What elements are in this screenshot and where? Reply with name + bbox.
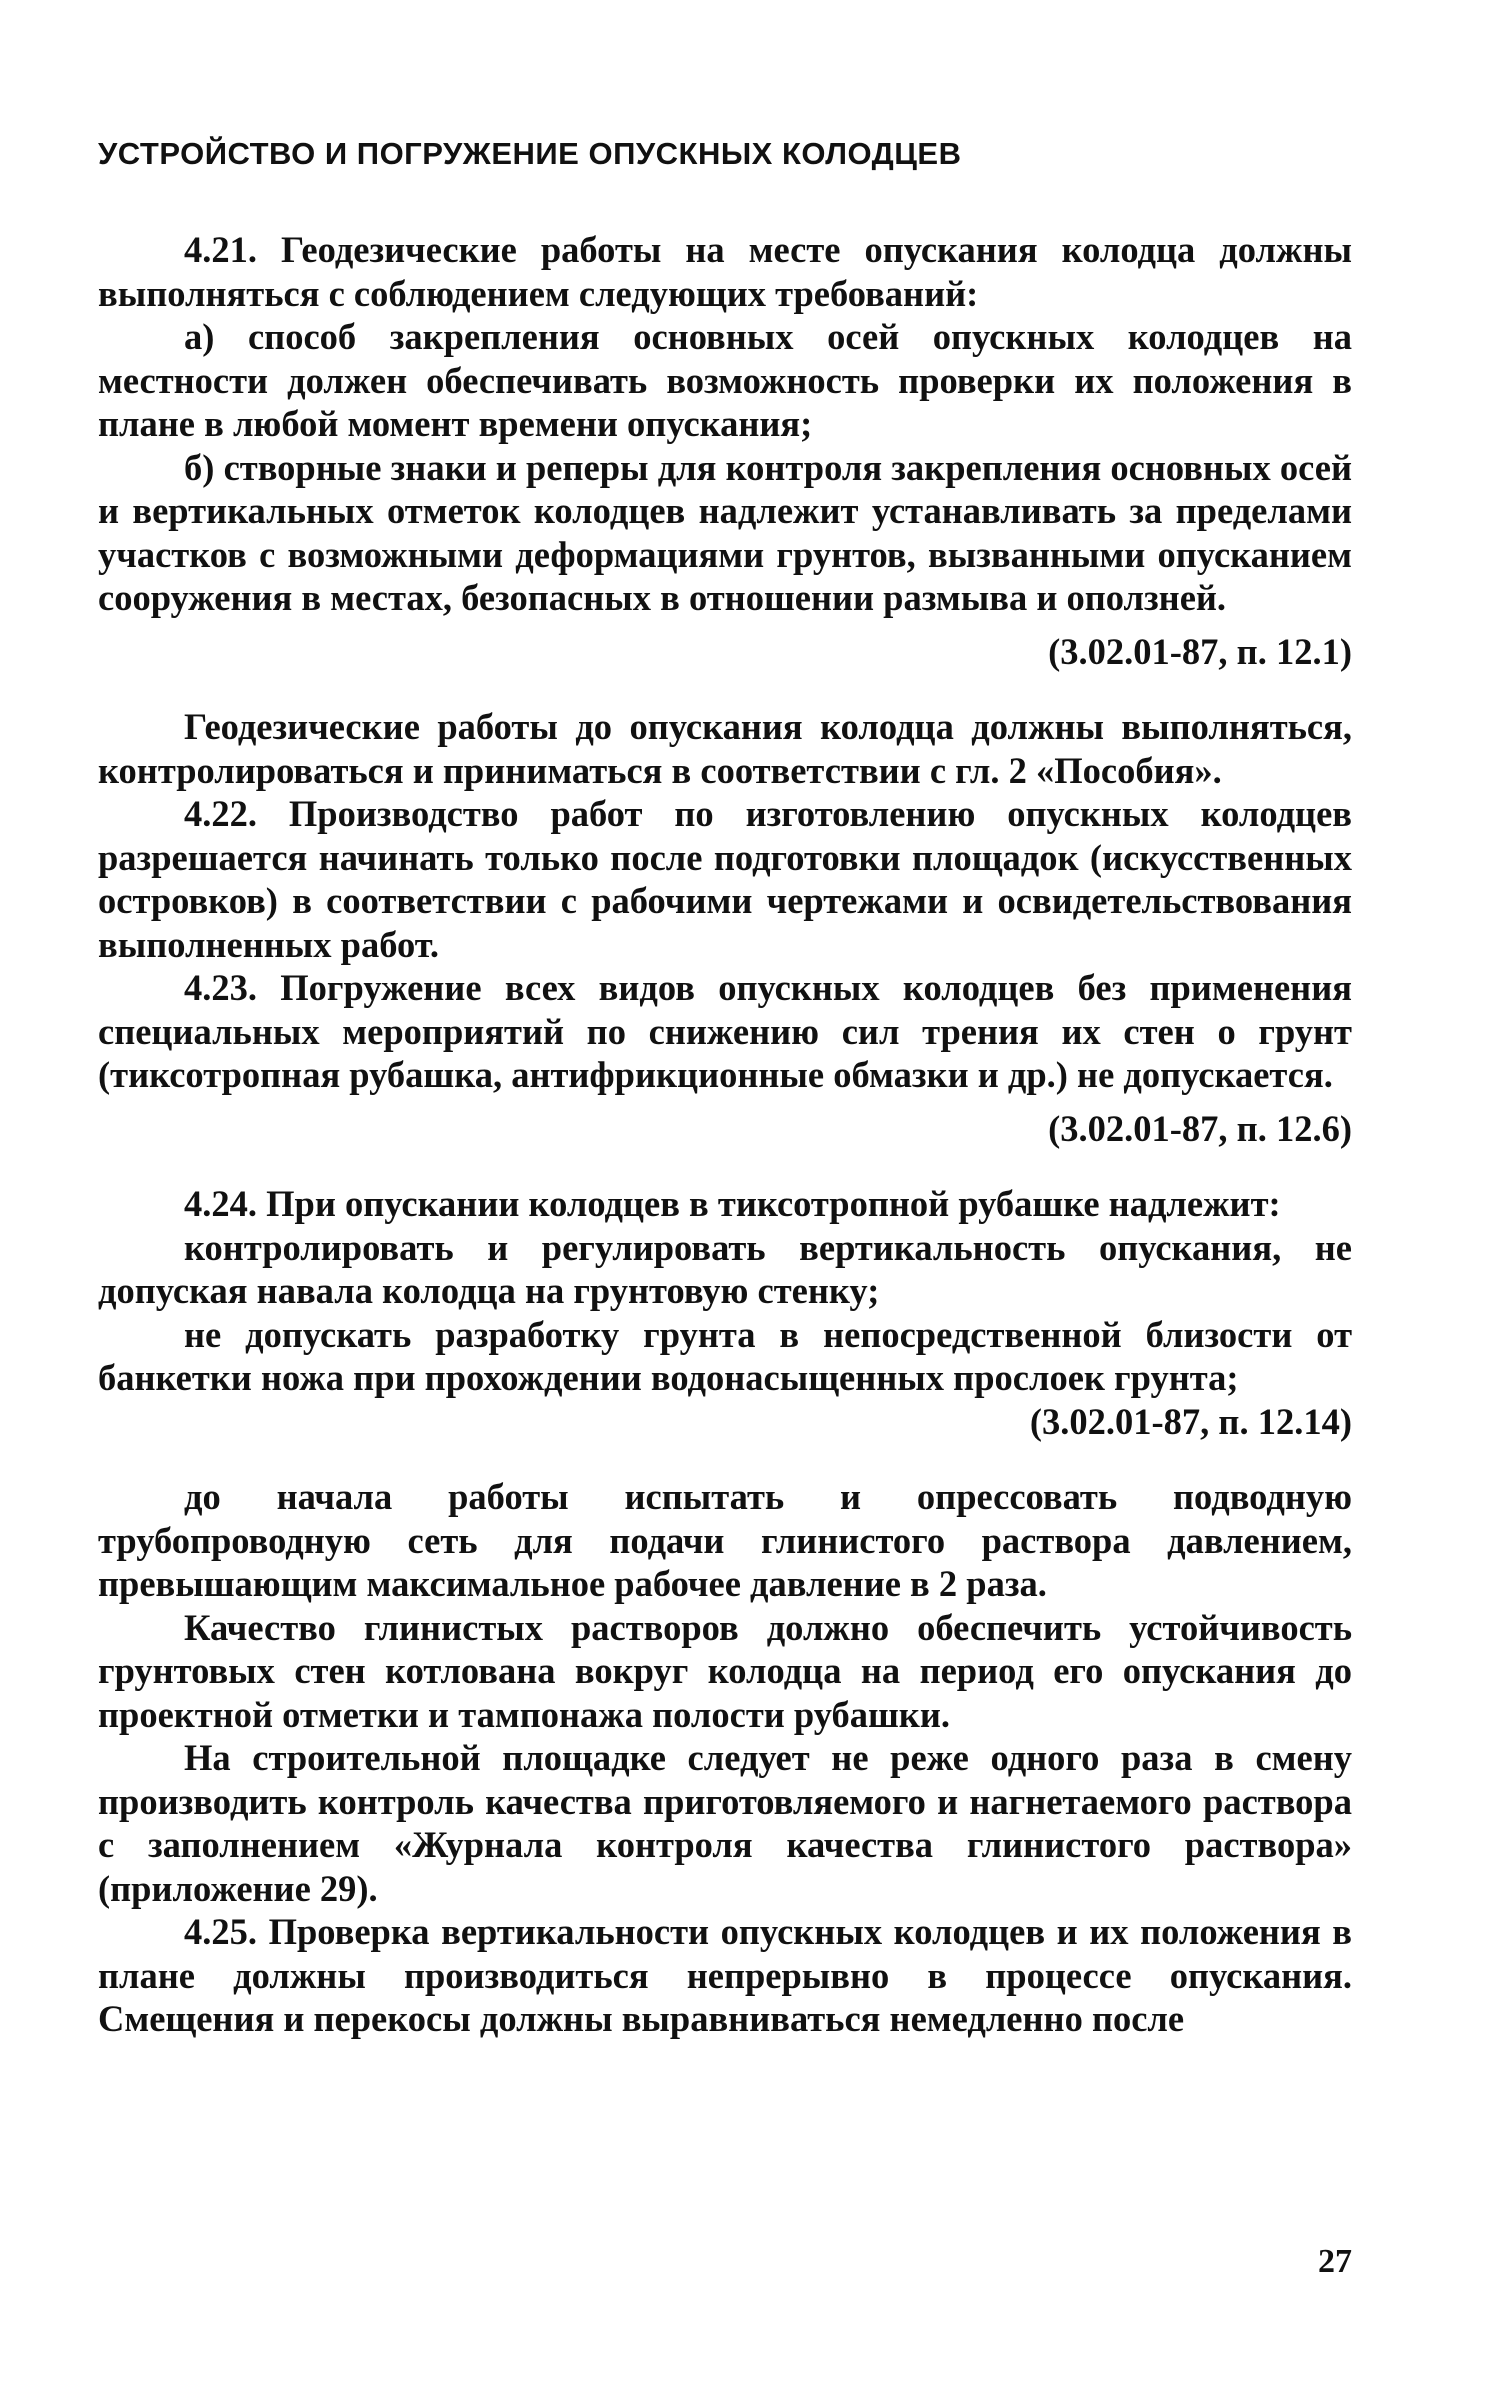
paragraph-4-23: 4.23. Погружение всех видов опускных колодцев без применения специальных мероприятий по снижению сил трения их стен о грунт (тиксотропная рубашка, антифрикционные обмазки и др.) не допускается. xyxy=(98,967,1352,1095)
paragraph-4-25: 4.25. Проверка вертикальности опускных колодцев и их положения в плане должны производиться непрерывно в процессе опускания. Смещения и перекосы должны выравниваться немедленно после xyxy=(98,1911,1352,2039)
section-heading: УСТРОЙСТВО И ПОГРУЖЕНИЕ ОПУСКНЫХ КОЛОДЦЕВ xyxy=(98,136,962,171)
paragraph-site-control: На строительной площадке следует не реже одного раза в смену производить контроль качества приготовляемого и нагнетаемого раствора с заполнением «Журнала контроля качества глинистого раствора» (приложение 29). xyxy=(98,1737,1352,1909)
paragraph-4-22: 4.22. Производство работ по изготовлению опускных колодцев разрешается начинать только после подготовки площадок (искусственных островков) в соответствии с рабочими чертежами и освидетельствования выполненных работ. xyxy=(98,793,1352,965)
paragraph-4-24: 4.24. При опускании колодцев в тиксотропной рубашке надлежит: xyxy=(184,1183,1281,1224)
paragraph-4-21-b: б) створные знаки и реперы для контроля закрепления основных осей и вертикальных отметок колодцев надлежит устанавливать за пределами участков с возможными деформациями грунтов, вызванными опусканием сооружения в местах, безопасных в отношении размыва и оползней. xyxy=(98,446,1352,618)
document-page xyxy=(98,0,1352,2391)
reference-12-14: (3.02.01-87, п. 12.14) xyxy=(1029,1400,1352,1442)
paragraph-geodesy: Геодезические работы до опускания колодца должны выполняться, контролироваться и приниматься в соответствии с гл. 2 «Пособия». xyxy=(98,706,1352,791)
page-number: 27 xyxy=(1318,2243,1352,2280)
paragraph-4-24-c: до начала работы испытать и опрессовать подводную трубопроводную сеть для подачи глинистого раствора давлением, превышающим максимальное рабочее давление в 2 раза. xyxy=(98,1476,1352,1604)
paragraph-4-24-b: не допускать разработку грунта в непосредственной близости от банкетки ножа при прохождении водонасыщенных прослоек грунта; xyxy=(98,1313,1352,1398)
paragraph-4-21-a: а) способ закрепления основных осей опускных колодцев на местности должен обеспечивать возможность проверки их положения в плане в любой момент времени опускания; xyxy=(98,316,1352,444)
paragraph-4-24-a: контролировать и регулировать вертикальность опускания, не допуская навала колодца на грунтовую стенку; xyxy=(98,1226,1352,1311)
reference-12-6: (3.02.01-87, п. 12.6) xyxy=(1048,1107,1352,1149)
paragraph-quality: Качество глинистых растворов должно обеспечить устойчивость грунтовых стен котлована вокруг колодца на период его опускания до проектной отметки и тампонажа полости рубашки. xyxy=(98,1606,1352,1735)
paragraph-4-21: 4.21. Геодезические работы на месте опускания колодца должны выполняться с соблюдением следующих требований: xyxy=(98,229,1352,314)
reference-12-1: (3.02.01-87, п. 12.1) xyxy=(1048,630,1352,672)
body-text xyxy=(98,228,1352,2041)
